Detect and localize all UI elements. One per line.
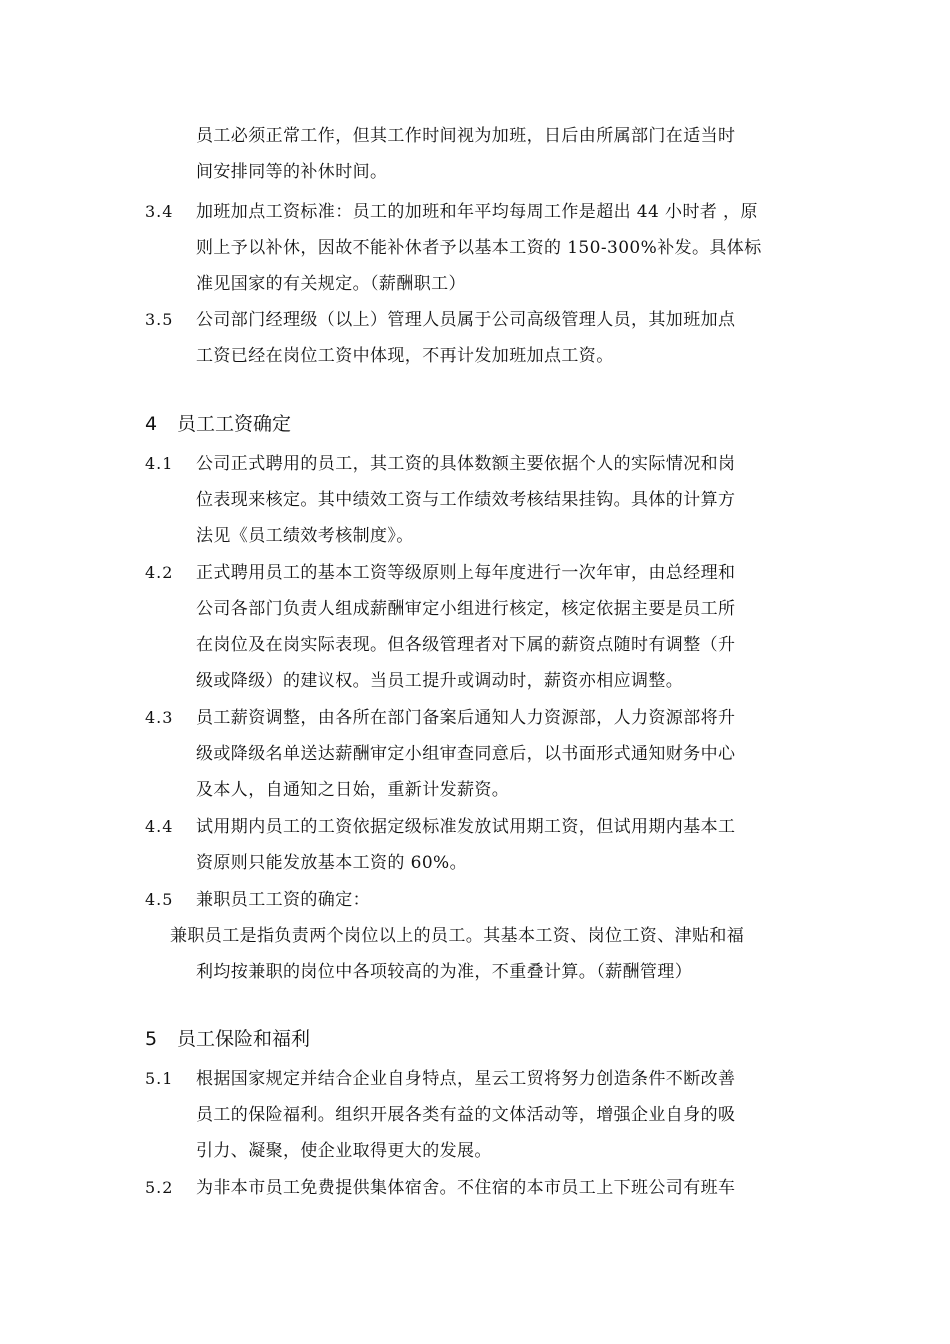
section-heading: [145, 412, 291, 436]
section-title: 员工工资确定: [177, 413, 292, 435]
paragraph-line: 根据国家规定并结合企业自身特点，星云工贸将努力创造条件不断改善: [196, 1069, 736, 1089]
item-number: 3.4: [145, 202, 174, 221]
paragraph-line: 资原则只能发放基本工资的 60%。: [196, 853, 467, 873]
paragraph-line: 工资已经在岗位工资中体现，不再计发加班加点工资。: [196, 346, 614, 366]
paragraph-line: 员工的保险福利。组织开展各类有益的文体活动等，增强企业自身的吸: [196, 1105, 736, 1125]
paragraph-line: 利均按兼职的岗位中各项较高的为准，不重叠计算。（薪酬管理）: [196, 962, 693, 982]
paragraph-line: 在岗位及在岗实际表现。但各级管理者对下属的薪资点随时有调整（升: [196, 635, 736, 655]
paragraph-line: 员工薪资调整，由各所在部门备案后通知人力资源部，人力资源部将升: [196, 708, 736, 728]
section-heading: [145, 1027, 310, 1051]
paragraph-line: 正式聘用员工的基本工资等级原则上每年度进行一次年审，由总经理和: [196, 563, 736, 583]
paragraph-line: 兼职员工工资的确定：: [196, 890, 370, 910]
item-number: 5.1: [145, 1069, 174, 1088]
paragraph-line: 引力、凝聚，使企业取得更大的发展。: [196, 1141, 492, 1161]
paragraph-line: 公司正式聘用的员工，其工资的具体数额主要依据个人的实际情况和岗: [196, 454, 736, 474]
section-number: 4: [145, 413, 158, 435]
paragraph-line: 试用期内员工的工资依据定级标准发放试用期工资，但试用期内基本工: [196, 817, 736, 837]
item-number: 3.5: [145, 310, 174, 329]
item-number: 4.3: [145, 708, 174, 727]
item-number: 4.1: [145, 454, 174, 473]
paragraph-line: 级或降级名单送达薪酬审定小组审查同意后，以书面形式通知财务中心: [196, 744, 736, 764]
paragraph-line: 兼职员工是指负责两个岗位以上的员工。其基本工资、岗位工资、津贴和福: [170, 926, 745, 946]
item-number: 5.2: [145, 1178, 174, 1197]
paragraph-line: 加班加点工资标准：员工的加班和年平均每周工作是超出 44 小时者 ，原: [196, 202, 758, 222]
section-title: 员工保险和福利: [177, 1028, 311, 1050]
paragraph-line: 准见国家的有关规定。（薪酬职工）: [196, 274, 466, 294]
paragraph-line: 间安排同等的补休时间。: [196, 162, 388, 182]
paragraph-line: 则上予以补休，因故不能补休者予以基本工资的 150-300%补发。具体标: [196, 238, 762, 258]
paragraph-line: 员工必须正常工作，但其工作时间视为加班，日后由所属部门在适当时: [196, 126, 736, 146]
item-number: 4.4: [145, 817, 174, 836]
item-number: 4.2: [145, 563, 174, 582]
paragraph-line: 位表现来核定。其中绩效工资与工作绩效考核结果挂钩。具体的计算方: [196, 490, 736, 510]
paragraph-line: 公司各部门负责人组成薪酬审定小组进行核定，核定依据主要是员工所: [196, 599, 736, 619]
paragraph-line: 为非本市员工免费提供集体宿舍。不住宿的本市员工上下班公司有班车: [196, 1178, 736, 1198]
paragraph-line: 公司部门经理级（以上）管理人员属于公司高级管理人员，其加班加点: [196, 310, 736, 330]
paragraph-line: 级或降级）的建议权。当员工提升或调动时，薪资亦相应调整。: [196, 671, 684, 691]
paragraph-line: 法见《员工绩效考核制度》。: [196, 526, 414, 546]
section-number: 5: [145, 1028, 158, 1050]
paragraph-line: 及本人，自通知之日始，重新计发薪资。: [196, 780, 510, 800]
item-number: 4.5: [145, 890, 174, 909]
